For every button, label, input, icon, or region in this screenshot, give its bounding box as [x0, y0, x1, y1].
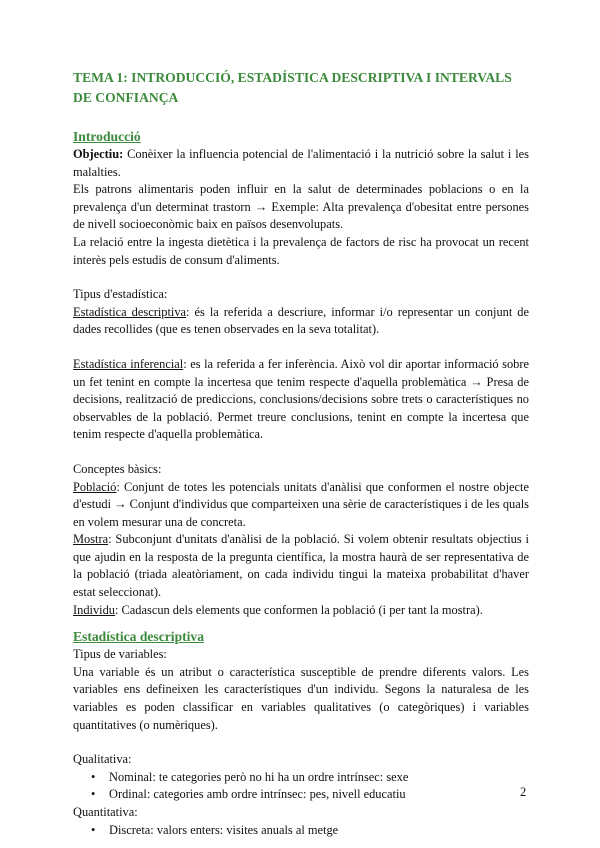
individu-term: Individu	[73, 602, 115, 617]
quantitativa-label: Quantitativa:	[73, 805, 138, 819]
poblacio-definition	[73, 479, 529, 532]
variable-paragraph: Una variable és un atribut o característica susceptible de prendre diferents valors. Les variables ens defineixen les característiques d'un individu. Segons la naturalesa de les variables es poden classificar en variables qualitatives (o categòriques) i variables quantitatives (o numèriques).	[73, 664, 529, 732]
inferencial-text: : es la referida a fer inferència. Això vol dir aportar informació sobre un fet tenint en compte la incertesa que tenim respecte d'aquella problemàtica → Presa de decisions, realització de prediccions, conclusions/decisions sobre trets o característiques no observables de la població. Permet treure conclusions, tenint en compte la incertesa que tenim respecte d'aquella problemàtica.	[73, 356, 530, 442]
list-item: • Ordinal: categories amb ordre intrínsec: pes, nivell educatiu	[109, 786, 529, 804]
patrons-paragraph: Els patrons alimentaris poden influir en la salut de determinades poblacions o en la prevalença d'un determinat trastorn → Exemple: Alta prevalença d'obesitat entre persones de nivell socioeconòmic baix en països desenvolupats.	[73, 182, 529, 232]
poblacio-text: : Conjunt de totes les potencials unitats d'anàlisi que conformen el nostre objecte d'estudi → Conjunt d'individus que comparteixen una sèrie de característiques i de les quals en volem mesurar una de concreta.	[73, 479, 529, 529]
document-title: TEMA 1: INTRODUCCIÓ, ESTADÍSTICA DESCRIPTIVA I INTERVALS DE CONFIANÇA	[73, 70, 512, 105]
page-content	[73, 68, 529, 839]
list-item: • Discreta: valors enters: visites anuals al metge	[109, 822, 529, 840]
mostra-text: : Subconjunt d'unitats d'anàlisi de la població. Si volem obtenir resultats objectius i que ajudin en la resposta de la pregunta científica, la mostra haurà de ser representativa de la població (triada aleatòriament, on cada individu tingui la mateixa probabilitat d'haver estat seleccionat).	[73, 532, 529, 600]
poblacio-term: Població	[73, 479, 117, 494]
section-heading-estadistica-descriptiva: Estadística descriptiva	[73, 629, 205, 645]
page-number: 2	[520, 785, 527, 799]
inferencial-definition	[73, 356, 529, 444]
individu-definition	[73, 602, 529, 620]
tipus-variables-label: Tipus de variables:	[73, 647, 167, 662]
objectiu-label: Objectiu:	[73, 147, 124, 161]
descriptiva-text: : és la referida a descriure, informar i/o representar un conjunt de dades recollides (que es tenen observades en la seva totalitat).	[73, 304, 529, 337]
objectiu-paragraph	[73, 146, 529, 181]
individu-text: : Cadascun dels elements que conformen la població (i per tant la mostra).	[115, 602, 483, 617]
qualitativa-list	[73, 769, 529, 804]
conceptes-basics-label: Conceptes bàsics:	[73, 461, 162, 476]
tipus-estadistica-label: Tipus d'estadística:	[73, 287, 168, 302]
objectiu-text: Conèixer la influencia potencial de l'alimentació i la nutrició sobre la salut i les malalties.	[73, 147, 529, 179]
descriptiva-definition	[73, 304, 529, 339]
mostra-term: Mostra	[73, 532, 109, 547]
mostra-definition	[73, 531, 529, 601]
list-item: • Nominal: te categories però no hi ha un ordre intrínsec: sexe	[109, 769, 529, 787]
quantitativa-list	[73, 822, 529, 840]
qualitativa-label: Qualitativa:	[73, 752, 132, 767]
section-heading-introduccio: Introducció	[73, 129, 141, 144]
inferencial-term: Estadística inferencial	[73, 356, 184, 371]
relacio-paragraph: La relació entre la ingesta dietètica i la prevalença de factors de risc ha provocat un recent interès pels estudis de consum d'aliments.	[73, 234, 529, 267]
descriptiva-term: Estadística descriptiva	[73, 304, 187, 319]
